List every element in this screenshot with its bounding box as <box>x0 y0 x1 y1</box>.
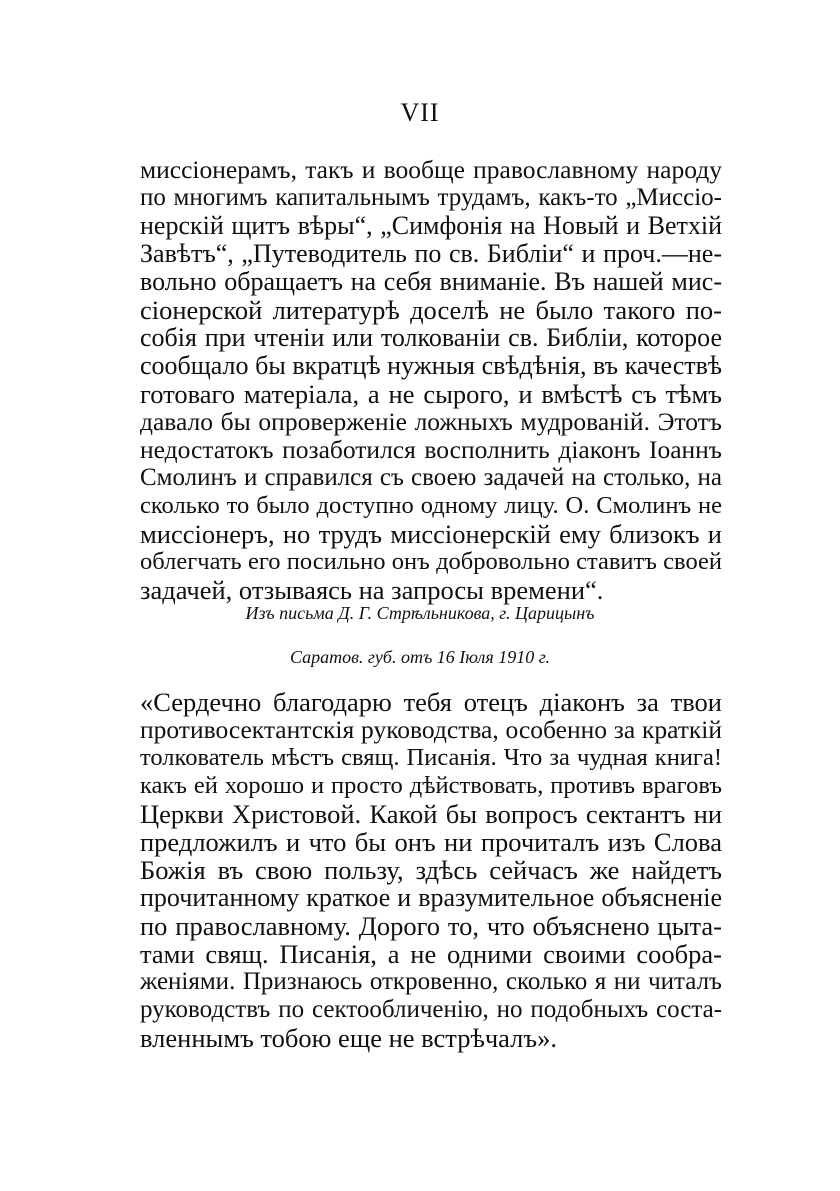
text-line: тами свящ. Писанія, а не одними своими сообра- <box>140 939 722 969</box>
text-line: сообщало бы вкратцѣ нужныя свѣдѣнія, въ качествѣ <box>140 351 722 380</box>
text-line: Божія въ свою пользу, здѣсь сейчасъ же найдетъ <box>140 855 722 885</box>
text-line: сіонерской литературѣ доселѣ не было такого по- <box>140 295 722 325</box>
letter-heading-line-1: Изъ письма Д. Г. Стрѣльникова, г. Царицынъ <box>245 603 595 623</box>
text-line: недостатокъ позаботился восполнить діаконъ Іоаннъ <box>140 435 722 464</box>
text-line: миссіонеръ, но трудъ миссіонерскій ему близокъ и <box>140 519 722 549</box>
text-line: противосектантскія руководства, особенно за краткій <box>140 715 722 744</box>
text-line: руководствъ по сектообличенію, но подобныхъ соста- <box>140 996 722 1023</box>
text-line: женіями. Признаюсь откровенно, сколько я ни читалъ <box>140 968 722 995</box>
text-line: по многимъ капитальнымъ трудамъ, какъ-то „Миссіо- <box>140 184 722 211</box>
text-line: какъ ей хорошо и просто дѣйствовать, противъ враговъ <box>140 772 722 799</box>
text-line: облегчать его посильно онъ добровольно ставитъ своей <box>140 548 722 575</box>
paragraph-2 <box>140 688 722 1052</box>
text-line: готоваго матеріала, а не сырого, и вмѣстѣ съ тѣмъ <box>140 379 722 409</box>
text-line: предложилъ и что бы онъ ни прочиталъ изъ Слова <box>140 827 722 857</box>
paragraph-1 <box>140 156 722 604</box>
text-line: вольно обращаетъ на себя вниманіе. Въ нашей мис- <box>140 267 722 296</box>
text-line: Церкви Христовой. Какой бы вопросъ сектантъ ни <box>140 799 722 829</box>
text-line: «Сердечно благодарю тебя отецъ діаконъ за твои <box>140 687 722 717</box>
text-line: давало бы опроверженіе ложныхъ мудрованій. Этотъ <box>140 407 722 436</box>
letter-heading-line-2: Саратов. губ. отъ 16 Іюля 1910 г. <box>289 647 551 667</box>
text-line: вленнымъ тобою еще не встрѣчалъ». <box>140 1023 557 1053</box>
text-line: прочитанному краткое и вразумительное объясненіе <box>140 883 722 912</box>
text-line: задачей, отзываясь на запросы времени“. <box>140 575 604 605</box>
text-line: собія при чтеніи или толкованіи св. Библіи, которое <box>140 323 722 352</box>
text-line: толкователь мѣстъ свящ. Писанія. Что за чудная книга! <box>140 744 722 771</box>
text-line: Завѣтъ“, „Путеводитель по св. Библіи“ и проч.—не- <box>140 239 722 268</box>
text-line: миссіонерамъ, такъ и вообще православному народу <box>140 155 722 184</box>
text-line: по православному. Дорого то, что объяснено цыта- <box>140 911 722 941</box>
page-number: VII <box>400 98 440 127</box>
text-line: нерскій щитъ вѣры“, „Симфонія на Новый и Ветхій <box>140 211 722 240</box>
text-line: Смолинъ и справился съ своею задачей на столько, на <box>140 464 722 491</box>
text-line: сколько то было доступно одному лицу. О. Смолинъ не <box>140 492 722 519</box>
